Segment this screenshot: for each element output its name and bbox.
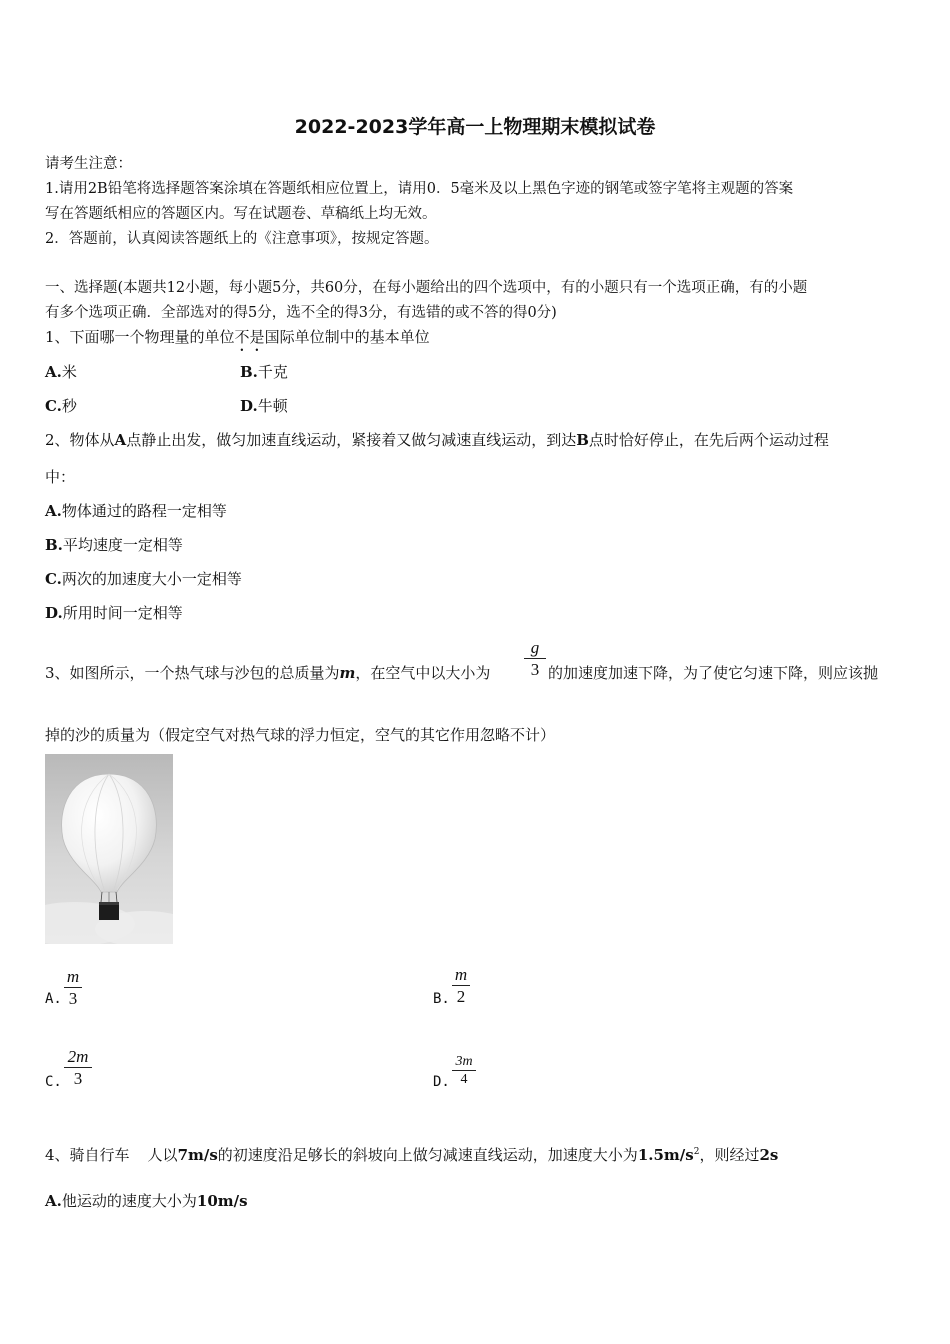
q2-stem-line-2: 中：: [45, 468, 76, 486]
fraction-denominator: 4: [460, 1072, 468, 1087]
option-text: 牛顿: [257, 397, 288, 415]
q3-option-c-fraction: [64, 1047, 92, 1090]
balloon-illustration: [45, 754, 173, 944]
q3-option-a[interactable]: A.: [45, 991, 62, 1007]
option-key: A.: [45, 363, 62, 381]
q4-stem: [45, 1144, 778, 1165]
fraction-denominator: 3: [530, 660, 540, 679]
q2-stem: [45, 429, 829, 450]
option-key: B.: [240, 363, 258, 381]
q3-option-d-fraction: [452, 1053, 476, 1089]
q3-stem-part-1: [45, 662, 490, 683]
q4-option-a[interactable]: [45, 1190, 248, 1211]
q3-option-d[interactable]: D.: [433, 1074, 450, 1090]
q1-option-d[interactable]: [240, 395, 288, 416]
option-key: A.: [45, 502, 62, 520]
notice-heading: 请考生注意：: [45, 156, 132, 172]
option-key: C.: [45, 397, 62, 415]
option-text: 两次的加速度大小一定相等: [61, 570, 242, 588]
notice-line-1a: 1.请用2B铅笔将选择题答案涂填在答题纸相应位置上，请用0．5毫米及以上黑色字迹的钢笔或签字笔将主观题的答案: [45, 181, 794, 197]
section-line-2: 有多个选项正确．全部选对的得5分，选不全的得3分，有选错的或不答的得0分): [45, 305, 557, 321]
q1-stem: [45, 326, 430, 355]
q3-option-b[interactable]: B.: [433, 991, 450, 1007]
fraction-numerator: g: [530, 638, 540, 657]
option-text: 他运动的速度大小为: [61, 1192, 197, 1210]
option-text: 物体通过的路程一定相等: [61, 502, 227, 520]
fraction-numerator: m: [66, 967, 80, 986]
q3-stem-a: 3、如图所示，一个热气球与沙包的总质量为: [45, 664, 340, 682]
q4-initial-velocity: 7m/s: [177, 1146, 218, 1164]
q2-point-a: A: [114, 431, 127, 449]
option-key: D.: [45, 604, 63, 622]
q2-stem-a: 2、物体从: [45, 431, 115, 449]
option-value: 10m/s: [196, 1192, 248, 1210]
q4-stem-b: 人以: [147, 1146, 178, 1164]
fraction-denominator: 3: [68, 989, 78, 1008]
q1-option-a[interactable]: [45, 361, 77, 382]
q4-stem-a: 4、骑自行车: [45, 1146, 130, 1164]
q2-stem-c: 点时恰好停止，在先后两个运动过程: [588, 431, 829, 449]
fraction-denominator: 2: [456, 987, 466, 1006]
q2-stem-b: 点静止出发，做匀加速直线运动，紧接着又做匀减速直线运动，到达: [126, 431, 577, 449]
q1-option-c[interactable]: [45, 395, 77, 416]
fraction-numerator: m: [454, 965, 468, 984]
notice-line-2: 2．答题前，认真阅读答题纸上的《注意事项》，按规定答题。: [45, 231, 439, 247]
q4-stem-c: 的初速度沿足够长的斜坡向上做匀减速直线运动，加速度大小为: [217, 1146, 638, 1164]
q2-option-c[interactable]: [45, 568, 242, 589]
q3-accel-fraction: [524, 638, 546, 681]
q3-mass-symbol: m: [339, 664, 356, 682]
option-text: 千克: [257, 363, 288, 381]
option-text: 平均速度一定相等: [62, 536, 183, 554]
q1-stem-before: 1、下面哪一个物理量的单位: [45, 328, 235, 346]
q4-acceleration: 1.5m/s: [637, 1146, 694, 1164]
q4-stem-d: ，则经过: [699, 1146, 760, 1164]
q3-stem-part-2: 的加速度加速下降，为了使它匀速下降，则应该抛: [548, 664, 879, 682]
hot-air-balloon-image: [45, 754, 173, 944]
section-line-1: 一、选择题(本题共12小题，每小题5分，共60分，在每小题给出的四个选项中，有的小题只有一个选项正确，有的小题: [45, 280, 808, 296]
q1-stem-emph: 不是: [234, 328, 265, 346]
q2-option-d[interactable]: [45, 602, 183, 623]
option-key: C.: [45, 570, 62, 588]
q4-exponent: 2: [693, 1147, 700, 1157]
q1-stem-after: 国际单位制中的基本单位: [264, 328, 430, 346]
option-key: A.: [45, 1192, 62, 1210]
fraction-numerator: 3m: [455, 1054, 473, 1069]
option-text: 所用时间一定相等: [62, 604, 183, 622]
option-key: D.: [240, 397, 258, 415]
q3-option-b-fraction: [452, 965, 470, 1008]
q3-stem-b: ，在空气中以大小为: [355, 664, 491, 682]
fraction-numerator: 2m: [67, 1047, 89, 1066]
q3-option-a-fraction: [64, 967, 82, 1010]
q1-option-b[interactable]: [240, 361, 288, 382]
fraction-denominator: 3: [73, 1069, 83, 1088]
notice-line-1b: 写在答题纸相应的答题区内。写在试题卷、草稿纸上均无效。: [45, 206, 437, 222]
q2-point-b: B: [576, 431, 589, 449]
option-key: B.: [45, 536, 63, 554]
q4-time: 2s: [759, 1146, 779, 1164]
q2-option-a[interactable]: [45, 500, 227, 521]
q2-option-b[interactable]: [45, 534, 183, 555]
q3-stem-line-2: 掉的沙的质量为（假定空气对热气球的浮力恒定，空气的其它作用忽略不计）: [45, 726, 556, 744]
option-text: 米: [61, 363, 77, 381]
page-title: 2022-2023学年高一上物理期末模拟试卷: [294, 116, 656, 138]
option-text: 秒: [61, 397, 77, 415]
q3-option-c[interactable]: C.: [45, 1074, 62, 1090]
